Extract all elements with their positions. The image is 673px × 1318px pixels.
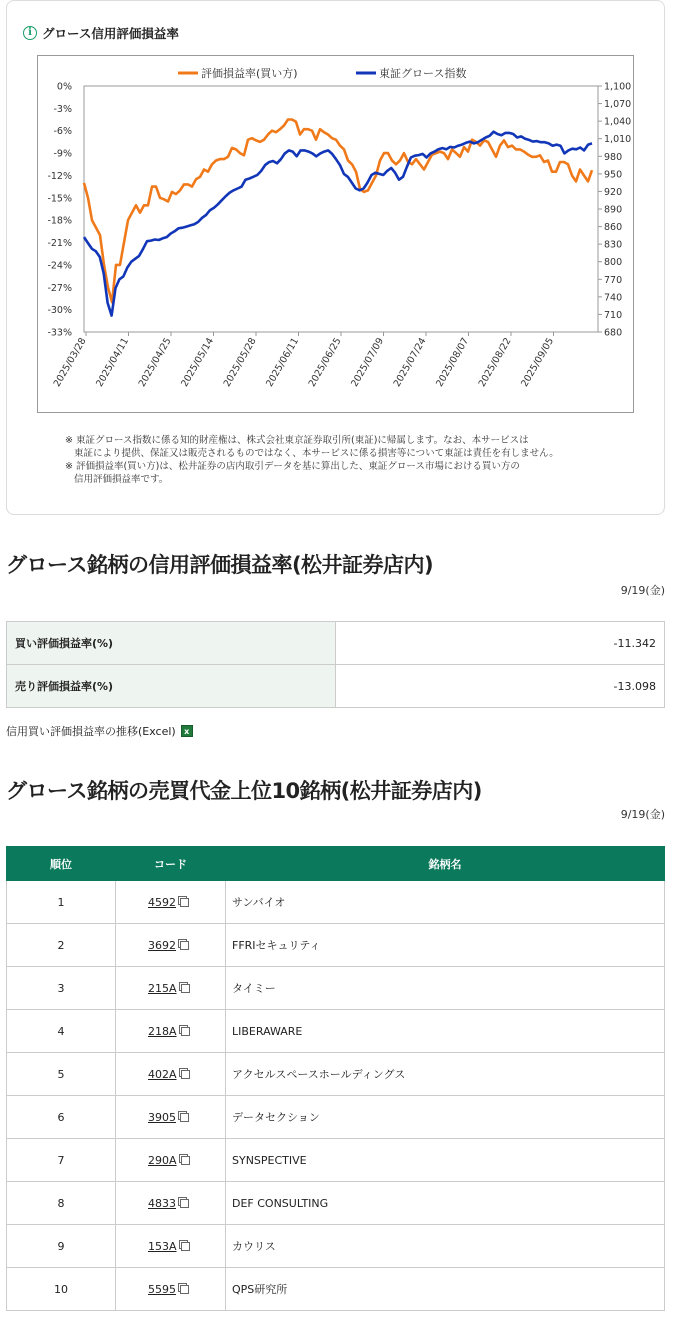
table-row: [7, 1139, 665, 1182]
copy-icon[interactable]: [180, 941, 189, 950]
table-row: [7, 1096, 665, 1139]
copy-icon[interactable]: [181, 1242, 190, 1251]
plot-area: [84, 86, 598, 332]
chart-card: [6, 0, 665, 515]
copy-icon[interactable]: [180, 898, 189, 907]
copy-icon[interactable]: [180, 1199, 189, 1208]
stock-name-cell: タイミー: [226, 967, 665, 1010]
x-tick-label: 2025/09/05: [519, 336, 557, 389]
stock-name-cell: FFRIセキュリティ: [226, 924, 665, 967]
sell-ratio-value: -13.098: [336, 665, 665, 708]
table-row: [7, 1053, 665, 1096]
y-right-tick-label: 860: [604, 222, 623, 234]
rank-cell: 7: [7, 1139, 116, 1182]
y-left-tick-label: -9%: [53, 148, 72, 160]
stock-code-link[interactable]: 215A: [148, 981, 177, 995]
code-cell: [116, 1225, 226, 1268]
table-row: [7, 1268, 665, 1311]
header-name: 銘柄名: [226, 847, 665, 881]
table-row: [7, 1225, 665, 1268]
y-right-tick-label: 950: [604, 169, 623, 181]
table-row: [7, 1010, 665, 1053]
note-line: 東証により提供、保証又は販売されるものではなく、本サービスに係る損害等について東証は責任を有しません。: [65, 448, 559, 459]
rank-cell: 4: [7, 1010, 116, 1053]
code-cell: [116, 881, 226, 924]
copy-icon[interactable]: [180, 1285, 189, 1294]
y-left-tick-label: -15%: [47, 193, 72, 205]
header-rank: 順位: [7, 847, 116, 881]
rank-cell: 9: [7, 1225, 116, 1268]
header-code: コード: [116, 847, 226, 881]
y-right-tick-label: 710: [604, 309, 623, 321]
stock-name-cell: LIBERAWARE: [226, 1010, 665, 1053]
stock-code-link[interactable]: 153A: [148, 1239, 177, 1253]
stock-code-link[interactable]: 402A: [148, 1067, 177, 1081]
rank-cell: 8: [7, 1182, 116, 1225]
table-header-row: [7, 847, 665, 881]
rank-cell: 6: [7, 1096, 116, 1139]
ranking-section-title: グロース銘柄の売買代金上位10銘柄(松井証券店内): [6, 779, 482, 803]
y-left-tick-label: 0%: [56, 81, 72, 93]
ratio-section-title: グロース銘柄の信用評価損益率(松井証券店内): [6, 553, 434, 577]
legend-label: 評価損益率(買い方): [201, 67, 298, 80]
y-right-tick-label: 980: [604, 151, 623, 163]
copy-icon[interactable]: [181, 1070, 190, 1079]
y-left-tick-label: -18%: [47, 215, 72, 227]
note-line: ※ 評価損益率(買い方)は、松井証券の店内取引データを基に算出した、東証グロース市場における買い方の: [65, 461, 520, 472]
y-left-tick-label: -30%: [47, 305, 72, 317]
chart-notes: [65, 434, 625, 486]
copy-icon[interactable]: [180, 1113, 189, 1122]
table-row: [7, 967, 665, 1010]
x-tick-label: 2025/05/14: [179, 336, 217, 389]
stock-name-cell: カウリス: [226, 1225, 665, 1268]
note-line: 信用評価損益率です。: [65, 474, 169, 485]
sell-ratio-label: 売り評価損益率(%): [7, 665, 336, 708]
y-right-tick-label: 1,070: [604, 99, 632, 111]
y-right-tick-label: 920: [604, 186, 623, 198]
info-icon: i: [23, 26, 37, 40]
ranking-date: 9/19(金): [620, 808, 665, 821]
y-right-tick-label: 1,010: [604, 134, 632, 146]
code-cell: [116, 1182, 226, 1225]
y-right-tick-label: 830: [604, 239, 623, 251]
card-title-text: グロース信用評価損益率: [42, 26, 179, 41]
stock-code-link[interactable]: 5595: [148, 1282, 176, 1296]
buy-ratio-value: -11.342: [336, 622, 665, 665]
note-line: ※ 東証グロース指数に係る知的財産権は、株式会社東京証券取引所(東証)に帰属します。なお、本サービスは: [65, 435, 529, 446]
y-left-tick-label: -33%: [47, 327, 72, 339]
y-left-tick-label: -21%: [47, 238, 72, 250]
ranking-table: [6, 846, 665, 1311]
x-tick-label: 2025/04/25: [136, 336, 174, 389]
copy-icon[interactable]: [181, 1027, 190, 1036]
stock-code-link[interactable]: 4592: [148, 895, 176, 909]
y-left-tick-label: -3%: [53, 103, 72, 115]
copy-icon[interactable]: [181, 984, 190, 993]
y-left-tick-label: -27%: [47, 282, 72, 294]
line-chart: [38, 56, 635, 414]
code-cell: [116, 967, 226, 1010]
x-tick-label: 2025/07/24: [391, 336, 429, 389]
excel-icon[interactable]: x: [181, 725, 193, 737]
rank-cell: 2: [7, 924, 116, 967]
y-right-tick-label: 890: [604, 204, 623, 216]
stock-code-link[interactable]: 218A: [148, 1024, 177, 1038]
table-row: [7, 1182, 665, 1225]
ratio-date: 9/19(金): [620, 584, 665, 597]
legend-label: 東証グロース指数: [379, 67, 467, 80]
x-tick-label: 2025/05/28: [221, 336, 259, 389]
x-tick-label: 2025/06/25: [306, 336, 344, 389]
stock-name-cell: SYNSPECTIVE: [226, 1139, 665, 1182]
x-tick-label: 2025/06/11: [264, 336, 302, 389]
y-right-tick-label: 680: [604, 327, 623, 339]
ratio-table: [6, 621, 665, 708]
x-tick-label: 2025/04/11: [94, 336, 132, 389]
stock-code-link[interactable]: 3692: [148, 938, 176, 952]
y-right-tick-label: 1,100: [604, 81, 632, 93]
card-title: [23, 24, 179, 42]
rank-cell: 3: [7, 967, 116, 1010]
y-right-tick-label: 740: [604, 292, 623, 304]
rank-cell: 10: [7, 1268, 116, 1311]
stock-name-cell: データセクション: [226, 1096, 665, 1139]
y-left-tick-label: -6%: [53, 126, 72, 138]
stock-name-cell: アクセルスペースホールディングス: [226, 1053, 665, 1096]
y-left-tick-label: -24%: [47, 260, 72, 272]
table-row: [7, 622, 665, 665]
code-cell: [116, 1139, 226, 1182]
buy-ratio-label: 買い評価損益率(%): [7, 622, 336, 665]
x-tick-label: 2025/08/07: [434, 336, 472, 389]
table-row: [7, 924, 665, 967]
y-right-tick-label: 1,040: [604, 116, 632, 128]
code-cell: [116, 1010, 226, 1053]
code-cell: [116, 1096, 226, 1139]
chart-frame: [37, 55, 634, 413]
y-right-tick-label: 770: [604, 274, 623, 286]
table-row: [7, 881, 665, 924]
stock-code-link[interactable]: 290A: [148, 1153, 177, 1167]
stock-name-cell: サンバイオ: [226, 881, 665, 924]
x-tick-label: 2025/03/28: [51, 336, 89, 389]
code-cell: [116, 1268, 226, 1311]
excel-link-text[interactable]: 信用買い評価損益率の推移(Excel): [6, 725, 176, 738]
x-tick-label: 2025/08/22: [476, 336, 514, 389]
code-cell: [116, 1053, 226, 1096]
code-cell: [116, 924, 226, 967]
excel-download-link[interactable]: [6, 723, 193, 739]
rank-cell: 1: [7, 881, 116, 924]
stock-name-cell: QPS研究所: [226, 1268, 665, 1311]
y-right-tick-label: 800: [604, 257, 623, 269]
rank-cell: 5: [7, 1053, 116, 1096]
stock-code-link[interactable]: 3905: [148, 1110, 176, 1124]
stock-code-link[interactable]: 4833: [148, 1196, 176, 1210]
x-tick-label: 2025/07/09: [349, 336, 387, 389]
y-left-tick-label: -12%: [47, 170, 72, 182]
table-row: [7, 665, 665, 708]
copy-icon[interactable]: [181, 1156, 190, 1165]
stock-name-cell: DEF CONSULTING: [226, 1182, 665, 1225]
